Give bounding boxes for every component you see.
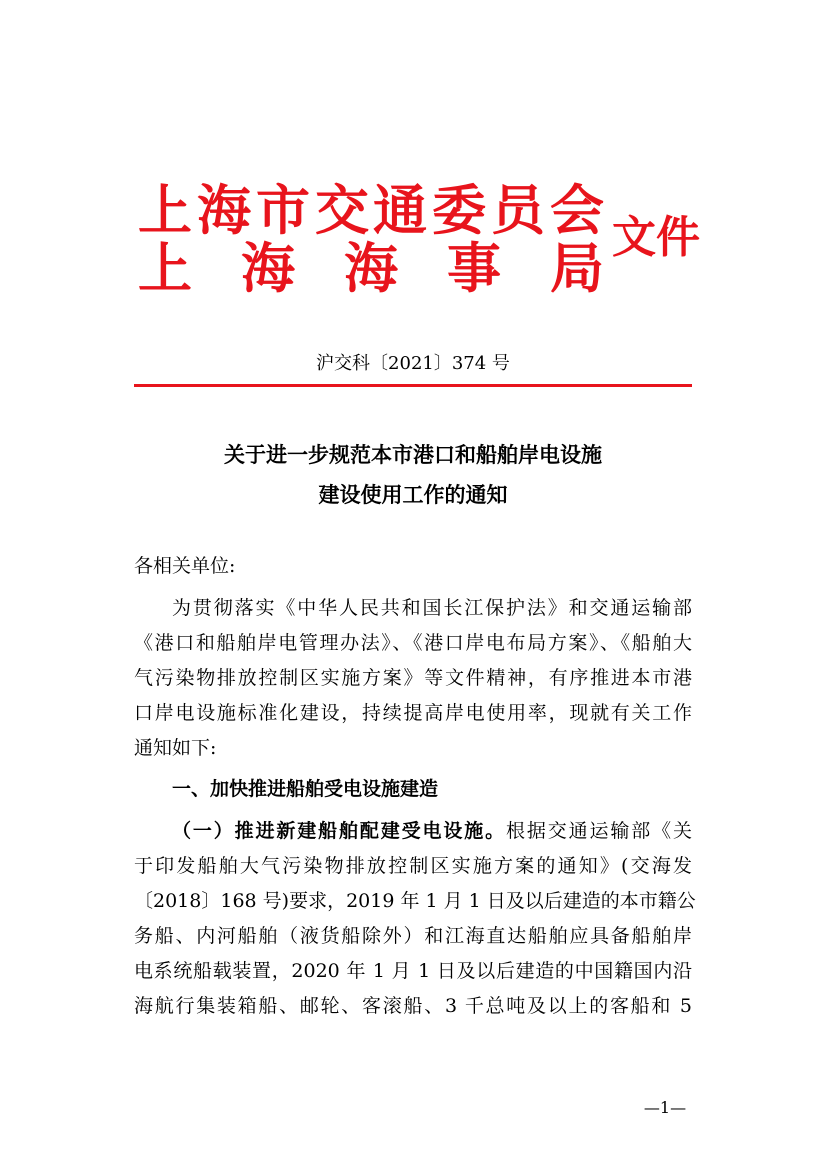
red-separator-line: [134, 384, 692, 387]
item-line: 电系统船载装置，2020 年 1 月 1 日及以后建造的中国籍国内沿: [134, 960, 692, 982]
issuer-char: 会: [550, 178, 604, 242]
document-number: 沪交科〔2021〕374 号: [316, 353, 510, 374]
intro-line: 《港口和船舶岸电管理办法》、《港口岸电布局方案》、《船舶大: [134, 632, 692, 654]
issuer-char: 通: [373, 178, 427, 242]
item-line-rest: 根据交通运输部《关: [505, 820, 692, 842]
item-lead: （一）推进新建船舶配建受电设施。: [172, 820, 506, 842]
issuer-char: 交: [315, 178, 369, 242]
section-heading: 一、加快推进船舶受电设施建造: [172, 778, 439, 800]
item-line: 海航行集装箱船、邮轮、客滚船、3 千总吨及以上的客船和 5: [134, 995, 692, 1017]
issuer-char: 上: [138, 178, 192, 242]
page-title-line-1: 关于进一步规范本市港口和船舶岸电设施: [224, 442, 602, 467]
intro-line: 口岸电设施标准化建设，持续提高岸电使用率，现就有关工作: [134, 702, 692, 724]
item-line: 于印发船舶大气污染物排放控制区实施方案的通知》(交海发: [134, 855, 692, 877]
intro-line: 通知如下:: [134, 737, 217, 759]
issuer-char: 事: [447, 236, 501, 300]
item-line: 务船、内河船舶（液货船除外）和江海直达船舶应具备船舶岸: [134, 925, 692, 947]
intro-line: 为贯彻落实《中华人民共和国长江保护法》和交通运输部: [172, 597, 692, 619]
item-line: 〔2018〕168 号)要求，2019 年 1 月 1 日及以后建造的本市籍公: [134, 890, 696, 912]
page-title-line-2: 建设使用工作的通知: [318, 482, 508, 507]
item-line: [172, 817, 692, 845]
issuer-char: 海: [241, 236, 295, 300]
intro-line: 气污染物排放控制区实施方案》等文件精神，有序推进本市港: [134, 667, 692, 689]
issuer-char: 海: [344, 236, 398, 300]
issuer-char: 上: [138, 236, 192, 300]
page-number: —1—: [643, 1098, 687, 1117]
issuer-char: 海: [197, 178, 251, 242]
issuer-char: 委: [432, 178, 486, 242]
issuer-char: 局: [550, 236, 604, 300]
salutation: 各相关单位:: [134, 555, 236, 577]
document-word: 文件: [612, 212, 700, 263]
issuer-char: 员: [491, 178, 545, 242]
issuer-char: 市: [256, 178, 310, 242]
